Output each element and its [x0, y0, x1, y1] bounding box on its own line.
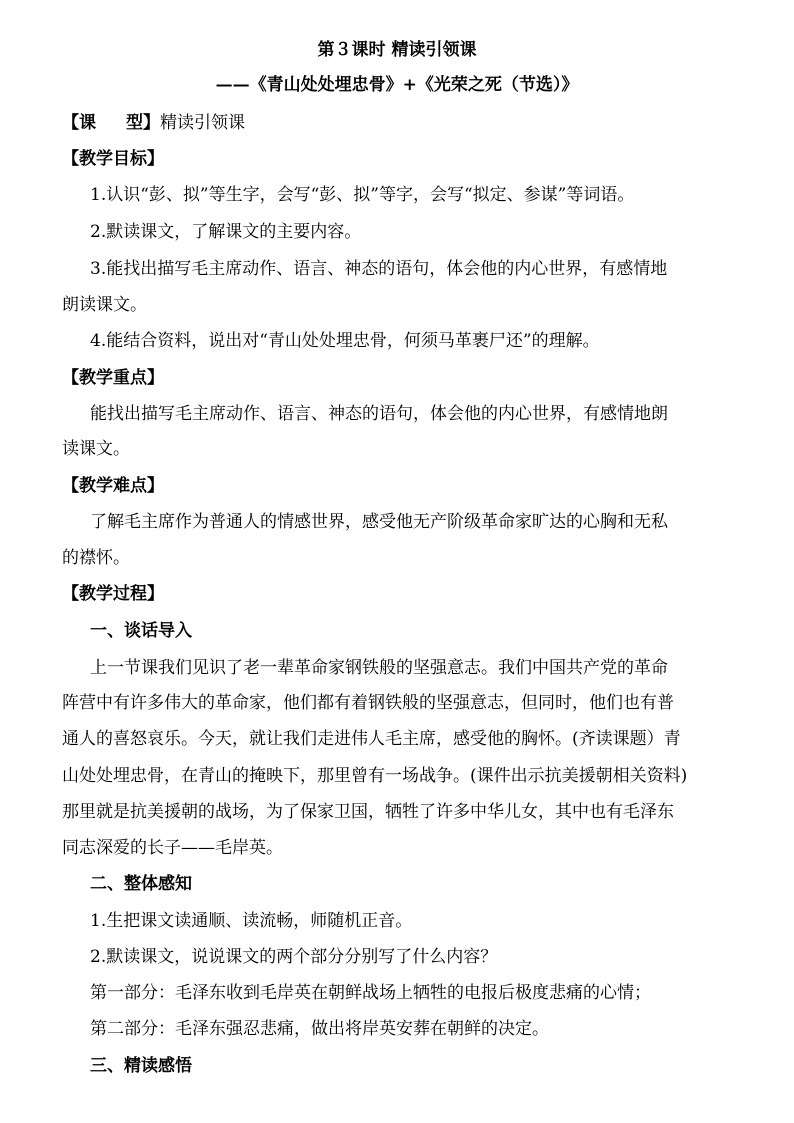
process-heading: 【教学过程】 — [62, 584, 164, 604]
section1-paragraph-line: 上一节课我们见识了老一辈革命家钢铁般的坚强意志。我们中国共产党的革命 — [90, 658, 668, 678]
section1-paragraph-line: 那里就是抗美援朝的战场，为了保家卫国，牺牲了许多中华儿女，其中也有毛泽东 — [62, 802, 674, 822]
section2-item: 2.默读课文，说说课文的两个部分分别写了什么内容？ — [90, 947, 498, 967]
objective-item: 3.能找出描写毛主席动作、语言、神态的语句，体会他的内心世界，有感情地 — [90, 259, 668, 279]
difficulties-text: 了解毛主席作为普通人的情感世界，感受他无产阶级革命家旷达的心胸和无私 — [90, 512, 668, 532]
objective-item: 2.默读课文，了解课文的主要内容。 — [90, 222, 362, 242]
key-points-text: 能找出描写毛主席动作、语言、神态的语句，体会他的内心世界，有感情地朗 — [90, 404, 668, 424]
section1-heading: 一、谈话导入 — [90, 621, 192, 641]
section3-heading: 三、精读感悟 — [90, 1056, 192, 1076]
objective-item: 4.能结合资料，说出对“青山处处埋忠骨，何须马革裹尸还”的理解。 — [90, 331, 600, 351]
section2-item: 1.生把课文读通顺、读流畅，师随机正音。 — [90, 911, 413, 931]
lesson-subtitle: ——《青山处处埋忠骨》+《光荣之死（节选）》 — [215, 75, 579, 95]
key-points-text-continuation: 读课文。 — [62, 439, 130, 459]
key-points-heading: 【教学重点】 — [62, 368, 164, 388]
section1-paragraph-line: 山处处埋忠骨，在青山的掩映下，那里曾有一场战争。(课件出示抗美援朝相关资料) — [62, 766, 688, 786]
section1-paragraph-line: 通人的喜怒哀乐。今天，就让我们走进伟人毛主席，感受他的胸怀。(齐读课题）青 — [62, 729, 681, 749]
objective-item-continuation: 朗读课文。 — [62, 295, 147, 315]
objective-item: 1.认识“彭、拟”等生字，会写“彭、拟”等字，会写“拟定、参谋”等词语。 — [90, 185, 635, 205]
lesson-type-label-open: 【课 — [62, 113, 96, 133]
section1-paragraph-line: 阵营中有许多伟大的革命家，他们都有着钢铁般的坚强意志，但同时，他们也有普 — [62, 693, 674, 713]
section2-part: 第一部分：毛泽东收到毛岸英在朝鲜战场上牺牲的电报后极度悲痛的心情； — [90, 983, 651, 1003]
objectives-heading: 【教学目标】 — [62, 149, 164, 169]
section1-paragraph-line: 同志深爱的长子——毛岸英。 — [62, 838, 283, 858]
lesson-title: 第３课时 精读引领课 — [317, 40, 477, 60]
section2-heading: 二、整体感知 — [90, 874, 192, 894]
section2-part: 第二部分：毛泽东强忍悲痛，做出将岸英安葬在朝鲜的决定。 — [90, 1019, 549, 1039]
lesson-type-row — [62, 111, 742, 135]
difficulties-heading: 【教学难点】 — [62, 476, 164, 496]
lesson-type-label-close: 型】 — [126, 113, 160, 133]
difficulties-text-continuation: 的襟怀。 — [62, 548, 130, 568]
lesson-type-value: 精读引领课 — [160, 113, 245, 133]
